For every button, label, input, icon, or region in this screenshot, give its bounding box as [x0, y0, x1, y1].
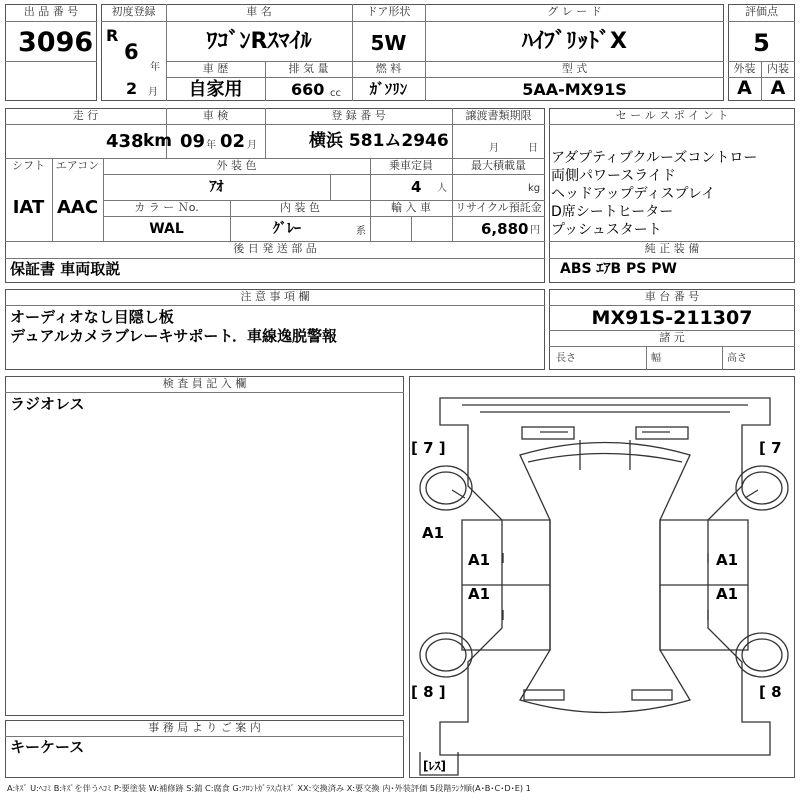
score-label: 評価点 — [745, 5, 778, 18]
displacement-label: 排 気 量 — [288, 62, 329, 75]
int-color: ｸﾞﾚｰ — [273, 221, 301, 237]
max-load-label: 最大積載量 — [471, 159, 526, 172]
lot-number-label: 出 品 番 号 — [23, 5, 79, 18]
recycle-label: リサイクル預託金 — [455, 201, 542, 214]
displacement: 660 — [291, 80, 325, 99]
car-name: ﾜｺﾞﾝRｽﾏｲﾙ — [206, 29, 312, 54]
inspection-label: 車 検 — [202, 109, 229, 122]
month-unit: 月 — [148, 87, 158, 98]
height-label: 高さ — [727, 353, 747, 364]
grade: ﾊｲﾌﾞﾘｯﾄﾞX — [522, 29, 627, 54]
mileage-label: 走 行 — [72, 109, 99, 122]
lot-number: 3096 — [18, 27, 94, 58]
diagram-label-tr: [ 7 — [759, 439, 782, 457]
shift-label: シフト — [12, 159, 45, 172]
color-no: WAL — [149, 221, 184, 237]
damage-mark-left: A1 — [422, 524, 445, 542]
era: R — [106, 26, 119, 45]
ext-color-label: 外 装 色 — [216, 159, 257, 172]
door-type: 5W — [370, 31, 407, 55]
mileage: 438 — [106, 131, 144, 152]
shift: IAT — [12, 197, 45, 218]
inspector-text: ラジオレス — [10, 395, 85, 413]
car-name-label: 車 名 — [246, 5, 272, 18]
year-unit: 年 — [150, 62, 160, 73]
transfer-month-unit: 月 — [489, 143, 499, 154]
capacity-unit: 人 — [437, 183, 447, 194]
aircon: AAC — [56, 197, 99, 218]
inspection-year: 09 — [180, 131, 206, 152]
legend: A:ｷｽﾞ U:ﾍｺﾐ B:ｷｽﾞを伴うﾍｺﾐ P:要塗装 W:補修跡 S:錆 C:腐食 G:ﾌﾛﾝﾄｶﾞﾗｽ点ｷｽﾞ XX:交換済み X:要交換 内･外装評価 5段階ﾗﾝｸ順(A･B･C･D･E) 1 — [7, 783, 531, 793]
aircon-label: エアコン — [55, 159, 100, 172]
sales-point-item: プッシュスタート — [551, 222, 662, 238]
inspection-year-unit: 年 — [206, 140, 216, 151]
inspection-month: 02 — [220, 131, 246, 152]
capacity: 4 — [411, 178, 422, 196]
inspector-label: 検 査 員 記 入 欄 — [162, 377, 247, 390]
first-reg-month: 2 — [126, 79, 138, 98]
car-body-outline — [440, 398, 770, 755]
chassis-label: 車 台 番 号 — [644, 290, 700, 303]
diagram-label-tl: [ 7 ] — [411, 439, 446, 457]
transfer-docs-label: 譲渡書類期限 — [465, 109, 532, 122]
note-line: デュアルカメラブレーキサポート．車線逸脱警報 — [10, 327, 338, 345]
reg-number-label: 登 録 番 号 — [331, 109, 386, 122]
grade-label: グ レ ー ド — [547, 5, 602, 18]
first-reg-year: 6 — [124, 40, 139, 64]
recycle-fee: 6,880 — [481, 220, 529, 238]
int-color-label: 内 装 色 — [280, 201, 320, 214]
import-label: 輸 入 車 — [391, 201, 431, 214]
dims-label: 諸 元 — [659, 331, 685, 344]
transfer-day-unit: 日 — [528, 143, 538, 154]
door-type-label: ドア形状 — [366, 5, 411, 18]
equipment: ABS ｴｱB PS PW — [560, 261, 677, 277]
office-text: キーケース — [10, 738, 85, 756]
int-color-unit: 系 — [356, 226, 366, 237]
reg-number: 横浜 581ム2946 — [309, 131, 449, 151]
inspection-month-unit: 月 — [247, 140, 257, 151]
exterior-label: 外装 — [733, 62, 756, 75]
note-line: オーディオなし目隠し板 — [10, 308, 174, 326]
chassis-number: MX91S-211307 — [591, 307, 753, 329]
score: 5 — [753, 29, 770, 57]
history: 自家用 — [188, 79, 243, 100]
model-code-label: 型 式 — [561, 62, 588, 75]
damage-mark-front-right: A1 — [716, 551, 739, 569]
width-label: 幅 — [651, 353, 661, 364]
later-parts-label: 後 日 発 送 部 品 — [233, 242, 317, 255]
notes-label: 注 意 事 項 欄 — [240, 290, 310, 303]
damage-mark-rear-left: A1 — [468, 585, 491, 603]
fuel: ｶﾞｿﾘﾝ — [369, 80, 408, 98]
fuel-label: 燃 料 — [375, 62, 402, 75]
sales-point-item: ヘッドアップディスプレイ — [551, 186, 716, 202]
capacity-label: 乗車定員 — [389, 159, 433, 172]
damage-mark-rear-right: A1 — [716, 585, 739, 603]
interior-grade: A — [770, 77, 786, 99]
office-label: 事 務 局 よ り ご 案 内 — [148, 721, 261, 734]
first-reg-label: 初度登録 — [111, 5, 156, 18]
roof-outline — [520, 443, 690, 713]
recycle-unit: 円 — [530, 225, 540, 236]
max-load-unit: kg — [528, 183, 541, 194]
mileage-unit: km — [143, 131, 173, 151]
interior-label: 内装 — [767, 62, 789, 75]
later-parts: 保証書 車両取説 — [10, 260, 121, 278]
history-label: 車 歴 — [202, 62, 229, 75]
sales-points-label: セ ー ル ス ポ イ ン ト — [615, 109, 729, 122]
sales-point-item: D席シートヒーター — [551, 204, 674, 220]
length-label: 長さ — [556, 353, 576, 364]
ext-color: ｱｵ — [209, 179, 224, 195]
color-no-label: カ ラ ー Ｎo. — [134, 201, 199, 214]
diagram-label-bl: [ 8 ] — [411, 683, 446, 701]
diagram-label-bottom: [ﾚｽ] — [423, 759, 446, 773]
model-code: 5AA-MX91S — [522, 80, 627, 99]
exterior-grade: A — [737, 77, 752, 99]
diagram-label-br: [ 8 — [759, 683, 782, 701]
displacement-unit: cc — [330, 88, 341, 99]
sales-point-item: 両側パワースライド — [551, 168, 676, 184]
damage-mark-front-left: A1 — [468, 551, 491, 569]
equipment-label: 純 正 装 備 — [644, 242, 700, 255]
sales-point-item: アダプティブクルーズコントロー — [551, 150, 758, 166]
